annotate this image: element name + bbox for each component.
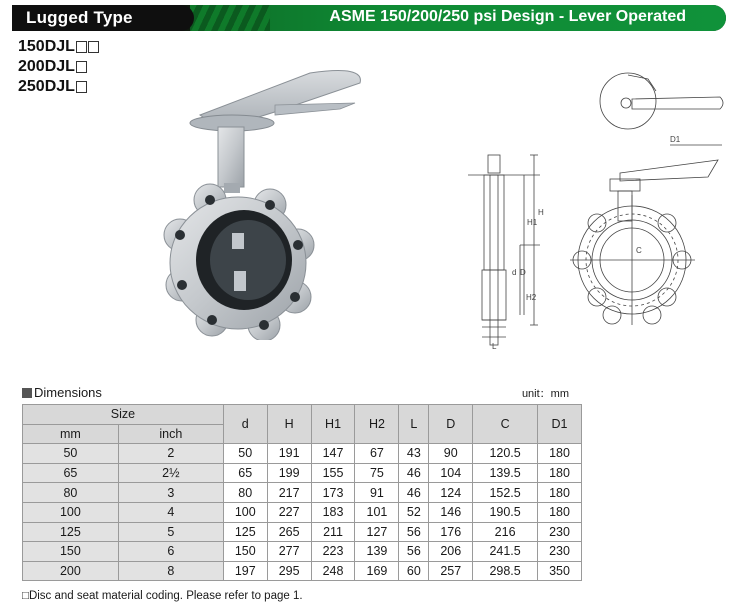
table-cell: 124 (429, 483, 473, 503)
table-cell: 65 (23, 463, 119, 483)
table-cell: 150 (23, 542, 119, 562)
label-h2: H2 (526, 293, 537, 302)
table-cell: 139.5 (473, 463, 538, 483)
table-cell: 46 (399, 463, 429, 483)
table-cell: 101 (355, 502, 399, 522)
table-cell: 241.5 (473, 542, 538, 562)
table-cell: 150 (223, 542, 267, 562)
table-cell: 350 (538, 561, 582, 581)
table-cell: 169 (355, 561, 399, 581)
col-header: C (473, 405, 538, 444)
table-cell: 50 (23, 444, 119, 464)
table-cell: 52 (399, 502, 429, 522)
table-cell: 125 (223, 522, 267, 542)
table-cell: 75 (355, 463, 399, 483)
table-cell: 56 (399, 522, 429, 542)
table-cell: 100 (23, 502, 119, 522)
unit-label: unit：mm (521, 388, 569, 400)
table-cell: 147 (311, 444, 355, 464)
table-cell: 211 (311, 522, 355, 542)
table-cell: 127 (355, 522, 399, 542)
table-cell: 6 (118, 542, 223, 562)
table-cell: 8 (118, 561, 223, 581)
size-header: Size (23, 405, 224, 425)
model-code: 200DJL (18, 57, 99, 77)
table-cell: 67 (355, 444, 399, 464)
table-cell: 199 (267, 463, 311, 483)
page-subtitle: ASME 150/200/250 psi Design - Lever Operated (329, 8, 686, 25)
table-cell: 277 (267, 542, 311, 562)
table-cell: 190.5 (473, 502, 538, 522)
label-d1: D1 (670, 135, 681, 144)
table-cell: 176 (429, 522, 473, 542)
table-cell: 155 (311, 463, 355, 483)
table-cell: 125 (23, 522, 119, 542)
table-cell: 257 (429, 561, 473, 581)
table-cell: 180 (538, 463, 582, 483)
table-cell: 146 (429, 502, 473, 522)
table-cell: 183 (311, 502, 355, 522)
table-cell: 180 (538, 502, 582, 522)
page-title: Lugged Type (26, 8, 133, 27)
table-cell: 46 (399, 483, 429, 503)
table-cell: 180 (538, 444, 582, 464)
table-row (23, 463, 582, 483)
model-list (18, 37, 99, 97)
technical-drawing (460, 65, 730, 355)
mm-header: mm (23, 424, 119, 444)
table-cell: 50 (223, 444, 267, 464)
table-row (23, 502, 582, 522)
table-cell: 80 (223, 483, 267, 503)
table-cell: 43 (399, 444, 429, 464)
dimensions-title: Dimensions (22, 385, 102, 400)
footnote: □Disc and seat material coding. Please refer to page 1. (22, 590, 303, 602)
table-cell: 152.5 (473, 483, 538, 503)
table-cell: 230 (538, 542, 582, 562)
col-header: H2 (355, 405, 399, 444)
table-row (23, 483, 582, 503)
table-cell: 180 (538, 483, 582, 503)
table-cell: 2 (118, 444, 223, 464)
label-c: C (636, 246, 642, 255)
table-cell: 265 (267, 522, 311, 542)
table-cell: 3 (118, 483, 223, 503)
table-cell: 227 (267, 502, 311, 522)
table-body (23, 444, 582, 581)
label-d-small: d (512, 268, 517, 277)
table-cell: 80 (23, 483, 119, 503)
table-cell: 56 (399, 542, 429, 562)
label-h1: H1 (527, 218, 538, 227)
table-cell: 295 (267, 561, 311, 581)
table-cell: 230 (538, 522, 582, 542)
table-row (23, 561, 582, 581)
table-cell: 120.5 (473, 444, 538, 464)
inch-header: inch (118, 424, 223, 444)
col-header: H (267, 405, 311, 444)
table-cell: 197 (223, 561, 267, 581)
table-cell: 216 (473, 522, 538, 542)
col-header: D (429, 405, 473, 444)
table-cell: 5 (118, 522, 223, 542)
col-header: d (223, 405, 267, 444)
table-cell: 217 (267, 483, 311, 503)
table-cell: 139 (355, 542, 399, 562)
label-d-large: D (520, 268, 526, 277)
table-cell: 191 (267, 444, 311, 464)
label-h: H (538, 208, 544, 217)
valve-photo (160, 65, 370, 340)
model-code: 150DJL (18, 37, 99, 57)
table-cell: 104 (429, 463, 473, 483)
col-header: D1 (538, 405, 582, 444)
table-cell: 206 (429, 542, 473, 562)
table-cell: 173 (311, 483, 355, 503)
table-cell: 298.5 (473, 561, 538, 581)
header-band (12, 5, 726, 31)
table-cell: 65 (223, 463, 267, 483)
col-header: H1 (311, 405, 355, 444)
table-cell: 2½ (118, 463, 223, 483)
table-cell: 248 (311, 561, 355, 581)
table-cell: 90 (429, 444, 473, 464)
dimensions-table (22, 404, 582, 581)
label-l: L (492, 342, 497, 351)
table-row (23, 522, 582, 542)
table-cell: 60 (399, 561, 429, 581)
table-cell: 200 (23, 561, 119, 581)
table-cell: 91 (355, 483, 399, 503)
table-cell: 4 (118, 502, 223, 522)
table-cell: 223 (311, 542, 355, 562)
table-row (23, 444, 582, 464)
table-row (23, 542, 582, 562)
table-cell: 100 (223, 502, 267, 522)
col-header: L (399, 405, 429, 444)
model-code: 250DJL (18, 77, 99, 97)
